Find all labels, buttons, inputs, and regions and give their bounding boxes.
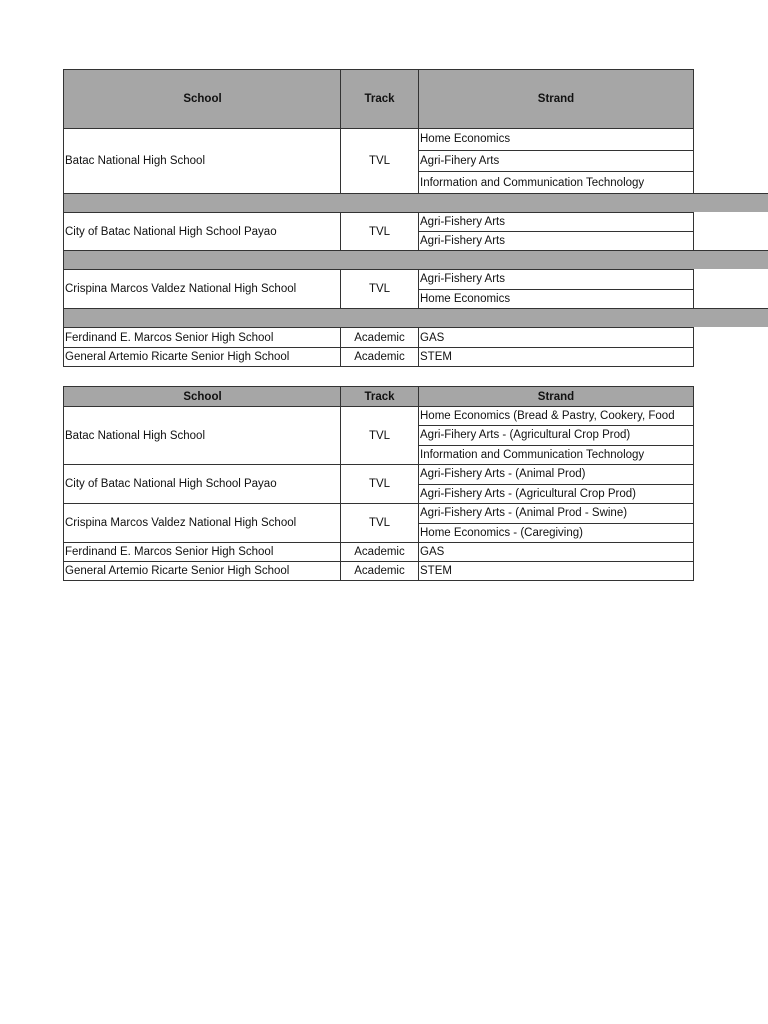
table-row: [63, 327, 694, 347]
header-track: Track: [340, 386, 418, 406]
track-cell: Academic: [340, 347, 418, 366]
strand-cell: [418, 561, 694, 580]
track-cell: Academic: [340, 561, 418, 580]
separator-band: [63, 193, 768, 212]
table-row: [63, 464, 694, 503]
table-row: [63, 406, 694, 464]
separator-band: [63, 250, 768, 269]
school-cell: City of Batac National High School Payao: [63, 212, 340, 250]
strand-item: Agri-Fishery Arts - (Agricultural Crop Prod): [419, 484, 693, 504]
table-row: [63, 542, 694, 561]
header-strand: Strand: [418, 386, 694, 406]
strand-item: STEM: [420, 351, 452, 363]
strand-item: Agri-Fishery Arts: [420, 273, 505, 286]
track-cell: TVL: [340, 464, 418, 503]
table-1-header-row: [63, 69, 694, 128]
school-cell: City of Batac National High School Payao: [63, 464, 340, 503]
school-cell: Crispina Marcos Valdez National High School: [63, 503, 340, 542]
header-strand: Strand: [418, 69, 694, 128]
track-cell: TVL: [340, 503, 418, 542]
school-cell: Ferdinand E. Marcos Senior High School: [63, 327, 340, 347]
separator-band: [63, 308, 768, 327]
strand-item: Agri-Fihery Arts: [419, 150, 693, 172]
strand-item: GAS: [420, 331, 445, 344]
strand-cell: [418, 347, 694, 366]
table-row: [63, 212, 694, 250]
strand-item: Information and Communication Technology: [419, 171, 693, 193]
track-cell: TVL: [340, 406, 418, 464]
strand-cell: [418, 128, 694, 193]
table-row: [63, 561, 694, 581]
table-1: [63, 69, 694, 367]
strand-cell: [418, 406, 694, 464]
strand-cell: [418, 464, 694, 503]
strand-item: Agri-Fishery Arts: [419, 231, 693, 250]
track-cell: Academic: [340, 327, 418, 347]
strand-item: Home Economics: [419, 289, 693, 309]
school-cell: Batac National High School: [63, 128, 340, 193]
strand-item: Information and Communication Technology: [419, 445, 693, 464]
track-cell: TVL: [340, 128, 418, 193]
strand-item: Home Economics: [420, 133, 511, 146]
track-cell: Academic: [340, 542, 418, 561]
track-cell: TVL: [340, 269, 418, 308]
school-cell: General Artemio Ricarte Senior High School: [63, 561, 340, 580]
strand-item: Agri-Fishery Arts: [420, 216, 505, 228]
strand-item: GAS: [420, 546, 445, 558]
strand-item: Home Economics - (Caregiving): [419, 523, 693, 543]
strand-item: Home Economics (Bread & Pastry, Cookery, Food: [420, 410, 675, 423]
strand-cell: [418, 327, 694, 347]
table-2-header-row: [63, 386, 694, 406]
table-2: [63, 386, 694, 581]
strand-item: Agri-Fihery Arts - (Agricultural Crop Prod): [419, 425, 693, 444]
school-cell: Ferdinand E. Marcos Senior High School: [63, 542, 340, 561]
header-school: School: [63, 69, 340, 128]
header-school: School: [63, 386, 340, 406]
school-cell: Crispina Marcos Valdez National High School: [63, 269, 340, 308]
table-row: [63, 269, 694, 308]
header-track: Track: [340, 69, 418, 128]
strand-item: Agri-Fishery Arts - (Animal Prod): [420, 468, 586, 481]
table-row: [63, 128, 694, 193]
school-cell: General Artemio Ricarte Senior High School: [63, 347, 340, 366]
strand-cell: [418, 212, 694, 250]
strand-cell: [418, 503, 694, 542]
strand-cell: [418, 542, 694, 561]
strand-cell: [418, 269, 694, 308]
school-cell: Batac National High School: [63, 406, 340, 464]
table-row: [63, 503, 694, 542]
table-row: [63, 347, 694, 367]
track-cell: TVL: [340, 212, 418, 250]
strand-item: Agri-Fishery Arts - (Animal Prod - Swine): [420, 507, 628, 520]
strand-item: STEM: [420, 565, 452, 577]
